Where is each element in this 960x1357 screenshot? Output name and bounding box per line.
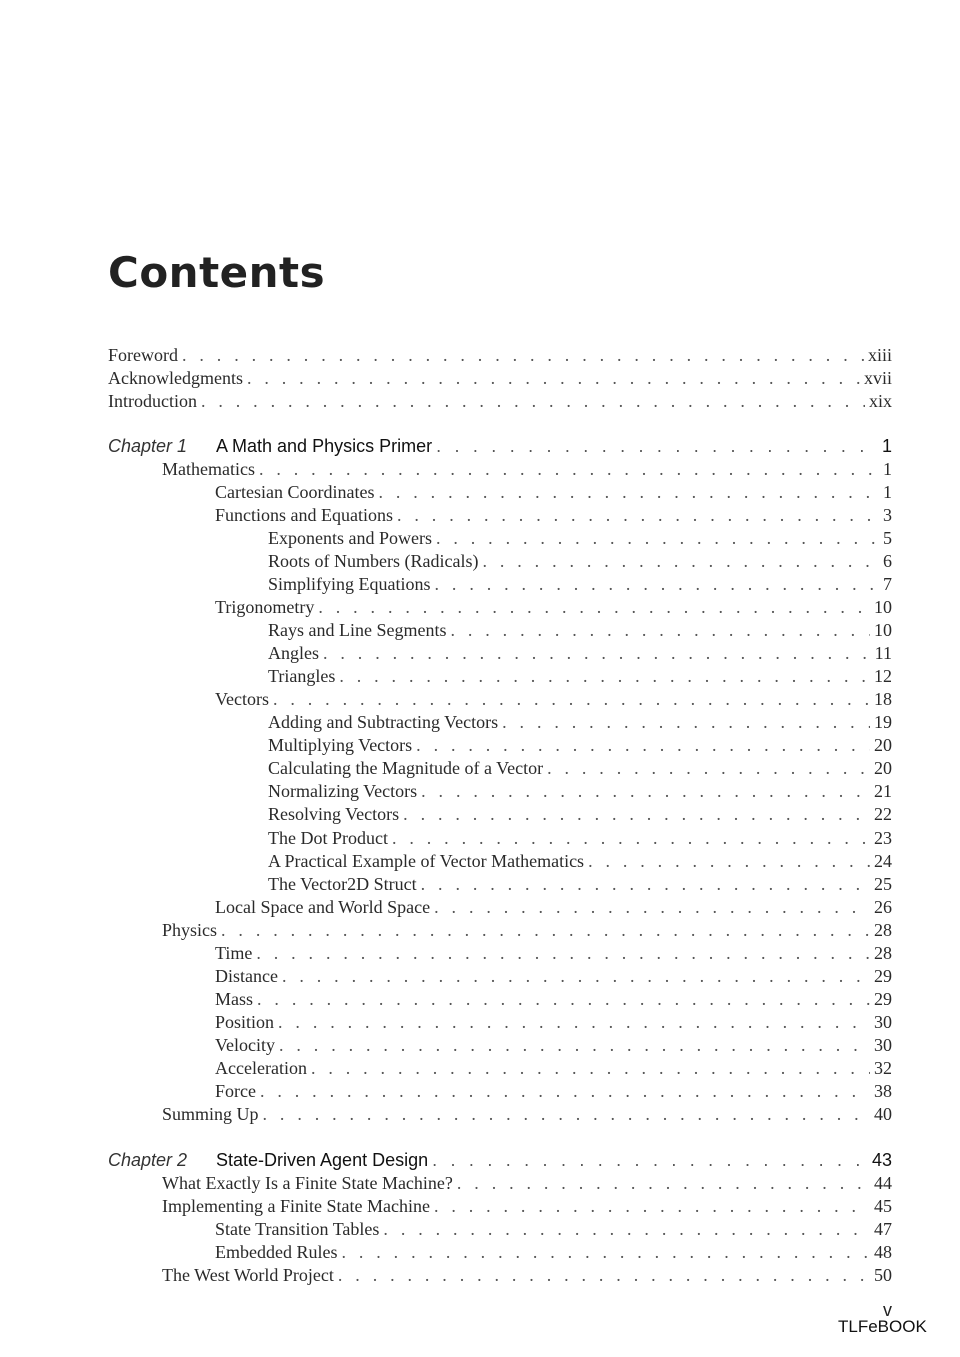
toc-entry[interactable] <box>268 620 892 643</box>
dot-leader <box>421 781 870 802</box>
dot-leader <box>403 804 870 825</box>
page-number: 22 <box>874 804 892 825</box>
page-number: xix <box>868 391 892 412</box>
dot-leader <box>279 1035 870 1056</box>
toc-entry-title: Resolving Vectors <box>268 804 400 825</box>
dot-leader <box>378 482 879 503</box>
page-number: 29 <box>874 988 892 1009</box>
chapter-label: Chapter 1 <box>108 436 188 456</box>
page-number: 10 <box>874 597 892 618</box>
toc-entry[interactable] <box>215 689 892 712</box>
toc-entry[interactable] <box>268 551 892 574</box>
toc-entry[interactable] <box>268 666 892 689</box>
toc-entry[interactable] <box>268 643 892 666</box>
dot-leader <box>434 897 870 918</box>
toc-entry[interactable] <box>268 804 892 827</box>
dot-leader <box>502 712 870 733</box>
toc-entry-title: What Exactly Is a Finite State Machine? <box>162 1173 453 1194</box>
dot-leader <box>247 368 860 389</box>
dot-leader <box>339 666 870 687</box>
page-number: 40 <box>874 1103 892 1124</box>
page-number: 28 <box>874 942 892 963</box>
dot-leader <box>450 620 870 641</box>
dot-leader <box>338 1265 870 1286</box>
page-number: 19 <box>874 712 892 733</box>
front-matter-entry[interactable] <box>108 391 892 414</box>
dot-leader <box>182 345 864 366</box>
dot-leader <box>273 689 870 710</box>
toc-entry-title: Velocity <box>215 1034 275 1055</box>
page-number: xvii <box>863 368 892 389</box>
dot-leader <box>435 574 879 595</box>
dot-leader <box>392 828 870 849</box>
page-number: 48 <box>874 1242 892 1263</box>
toc-entry-title: Distance <box>215 965 278 986</box>
dot-leader <box>260 1081 870 1102</box>
chapter-heading[interactable] <box>108 1150 892 1173</box>
dot-leader <box>588 851 870 872</box>
toc-entry-title: Exponents and Powers <box>268 528 432 549</box>
toc-entry-title: Acknowledgments <box>108 368 243 389</box>
toc-entry[interactable] <box>162 920 892 943</box>
toc-entry[interactable] <box>268 712 892 735</box>
toc-entry-title: Position <box>215 1011 275 1032</box>
toc-entry-title: A Practical Example of Vector Mathematics <box>268 850 585 871</box>
chapter-title: A Math and Physics Primer <box>216 436 433 456</box>
page-number: 43 <box>871 1150 892 1170</box>
toc-entry-title: Mass <box>215 988 254 1009</box>
dot-leader <box>416 735 870 756</box>
page-number: 24 <box>874 850 892 871</box>
page-number: 30 <box>874 1034 892 1055</box>
page-number: 25 <box>874 873 892 894</box>
dot-leader <box>282 966 870 987</box>
toc-entry-title: Trigonometry <box>215 597 315 618</box>
dot-leader <box>318 597 870 618</box>
toc-entry[interactable] <box>215 897 892 920</box>
toc-entry-title: Normalizing Vectors <box>268 781 418 802</box>
dot-leader <box>436 436 878 457</box>
page-number: 47 <box>874 1219 892 1240</box>
toc-entry[interactable] <box>268 874 892 897</box>
toc-entry-title: Angles <box>268 643 319 664</box>
toc-entry[interactable] <box>215 1058 892 1081</box>
toc-entry[interactable] <box>268 851 892 874</box>
page-number: 28 <box>874 919 892 940</box>
toc-entry-title: Force <box>215 1080 256 1101</box>
page-number: 5 <box>883 528 892 549</box>
dot-leader <box>341 1242 870 1263</box>
toc-entry[interactable] <box>162 1104 892 1127</box>
dot-leader <box>383 1219 870 1240</box>
toc-entry[interactable] <box>215 966 892 989</box>
dot-leader <box>221 920 870 941</box>
toc-entry[interactable] <box>215 1012 892 1035</box>
page-number: 1 <box>883 482 892 503</box>
toc-entry-title: Time <box>215 942 253 963</box>
toc-entry-title: The Vector2D Struct <box>268 873 417 894</box>
page-title: Contents <box>108 248 326 297</box>
toc-entry[interactable] <box>162 459 892 482</box>
page-number: 1 <box>883 459 892 480</box>
dot-leader <box>323 643 871 664</box>
toc-entry-title: Rays and Line Segments <box>268 620 447 641</box>
toc-entry-title: Introduction <box>108 391 197 412</box>
page-number: xiii <box>867 345 892 365</box>
toc-entry[interactable] <box>162 1265 892 1288</box>
watermark: TLFeBOOK <box>838 1317 927 1336</box>
toc-entry[interactable] <box>215 482 892 505</box>
dot-leader <box>547 758 870 779</box>
page-number: 21 <box>874 781 892 802</box>
dot-leader <box>257 989 870 1010</box>
toc-entry[interactable] <box>268 735 892 758</box>
toc-entry-title: Implementing a Finite State Machine <box>162 1196 430 1217</box>
dot-leader <box>201 391 865 412</box>
toc-entry[interactable] <box>162 1173 892 1196</box>
toc-entry[interactable] <box>268 828 892 851</box>
page-number: 3 <box>883 505 892 526</box>
toc-entry-title: Physics <box>162 919 218 940</box>
page-number: 6 <box>883 551 892 572</box>
front-matter-entry[interactable] <box>108 345 892 368</box>
page-number: 11 <box>874 643 892 664</box>
page-number: 30 <box>874 1011 892 1032</box>
toc-entry[interactable] <box>215 505 892 528</box>
toc-entry[interactable] <box>215 1035 892 1058</box>
dot-leader <box>436 528 879 549</box>
dot-leader <box>263 1104 870 1125</box>
toc-entry-title: Acceleration <box>215 1057 307 1078</box>
toc-entry-title: Functions and Equations <box>215 505 393 526</box>
page-number: 50 <box>874 1265 892 1286</box>
toc-entry-title: Multiplying Vectors <box>268 735 413 756</box>
page-number: 45 <box>874 1196 892 1217</box>
page-number: 32 <box>874 1057 892 1078</box>
toc-entry[interactable] <box>268 758 892 781</box>
toc-entry[interactable] <box>268 574 892 597</box>
toc-entry-title: Summing Up <box>162 1103 259 1124</box>
page-number: 12 <box>874 666 892 687</box>
page-number: 10 <box>874 620 892 641</box>
toc-entry[interactable] <box>162 1196 892 1219</box>
toc-entry-title: Foreword <box>108 345 178 365</box>
page-number: 18 <box>874 689 892 710</box>
toc-entry-title: Local Space and World Space <box>215 896 431 917</box>
dot-leader <box>457 1173 870 1194</box>
dot-leader <box>434 1196 870 1217</box>
dot-leader <box>397 505 879 526</box>
page-number: 1 <box>881 436 892 456</box>
toc-entry[interactable] <box>215 1081 892 1104</box>
page-number: 20 <box>874 758 892 779</box>
toc-entry-title: The Dot Product <box>268 827 388 848</box>
toc-entry-title: Roots of Numbers (Radicals) <box>268 551 479 572</box>
toc-entry-title: Adding and Subtracting Vectors <box>268 712 499 733</box>
page-number: 44 <box>874 1173 892 1194</box>
toc-entry-title: Triangles <box>268 666 336 687</box>
dot-leader <box>278 1012 870 1033</box>
toc-entry[interactable] <box>215 1219 892 1242</box>
page-number: 38 <box>874 1080 892 1101</box>
front-matter-entry[interactable] <box>108 368 892 391</box>
toc-entry-title: Embedded Rules <box>215 1242 338 1263</box>
page-number: 26 <box>874 896 892 917</box>
chapter-title: State-Driven Agent Design <box>216 1150 429 1170</box>
page-number: 20 <box>874 735 892 756</box>
chapter-label: Chapter 2 <box>108 1150 188 1170</box>
dot-leader <box>259 459 879 480</box>
page-number: 29 <box>874 965 892 986</box>
dot-leader <box>432 1150 868 1171</box>
toc-entry[interactable] <box>215 1242 892 1265</box>
toc-entry[interactable] <box>268 781 892 804</box>
toc-entry[interactable] <box>268 528 892 551</box>
chapter-heading[interactable] <box>108 436 892 459</box>
toc-entry[interactable] <box>215 943 892 966</box>
toc-entry[interactable] <box>215 989 892 1012</box>
toc-entry-title: Cartesian Coordinates <box>215 482 375 503</box>
toc-entry[interactable] <box>215 597 892 620</box>
page-number: 7 <box>883 574 892 595</box>
toc-entry-title: Simplifying Equations <box>268 574 431 595</box>
toc-entry-title: Vectors <box>215 689 269 710</box>
toc-entry-title: The West World Project <box>162 1265 334 1286</box>
dot-leader <box>482 551 879 572</box>
dot-leader <box>256 943 870 964</box>
page-number: v <box>883 1300 892 1320</box>
toc-entry-title: Mathematics <box>162 459 255 480</box>
page-number: 23 <box>874 827 892 848</box>
toc-entry-title: State Transition Tables <box>215 1219 380 1240</box>
dot-leader <box>311 1058 870 1079</box>
toc-entry-title: Calculating the Magnitude of a Vector <box>268 758 544 779</box>
dot-leader <box>421 874 870 895</box>
